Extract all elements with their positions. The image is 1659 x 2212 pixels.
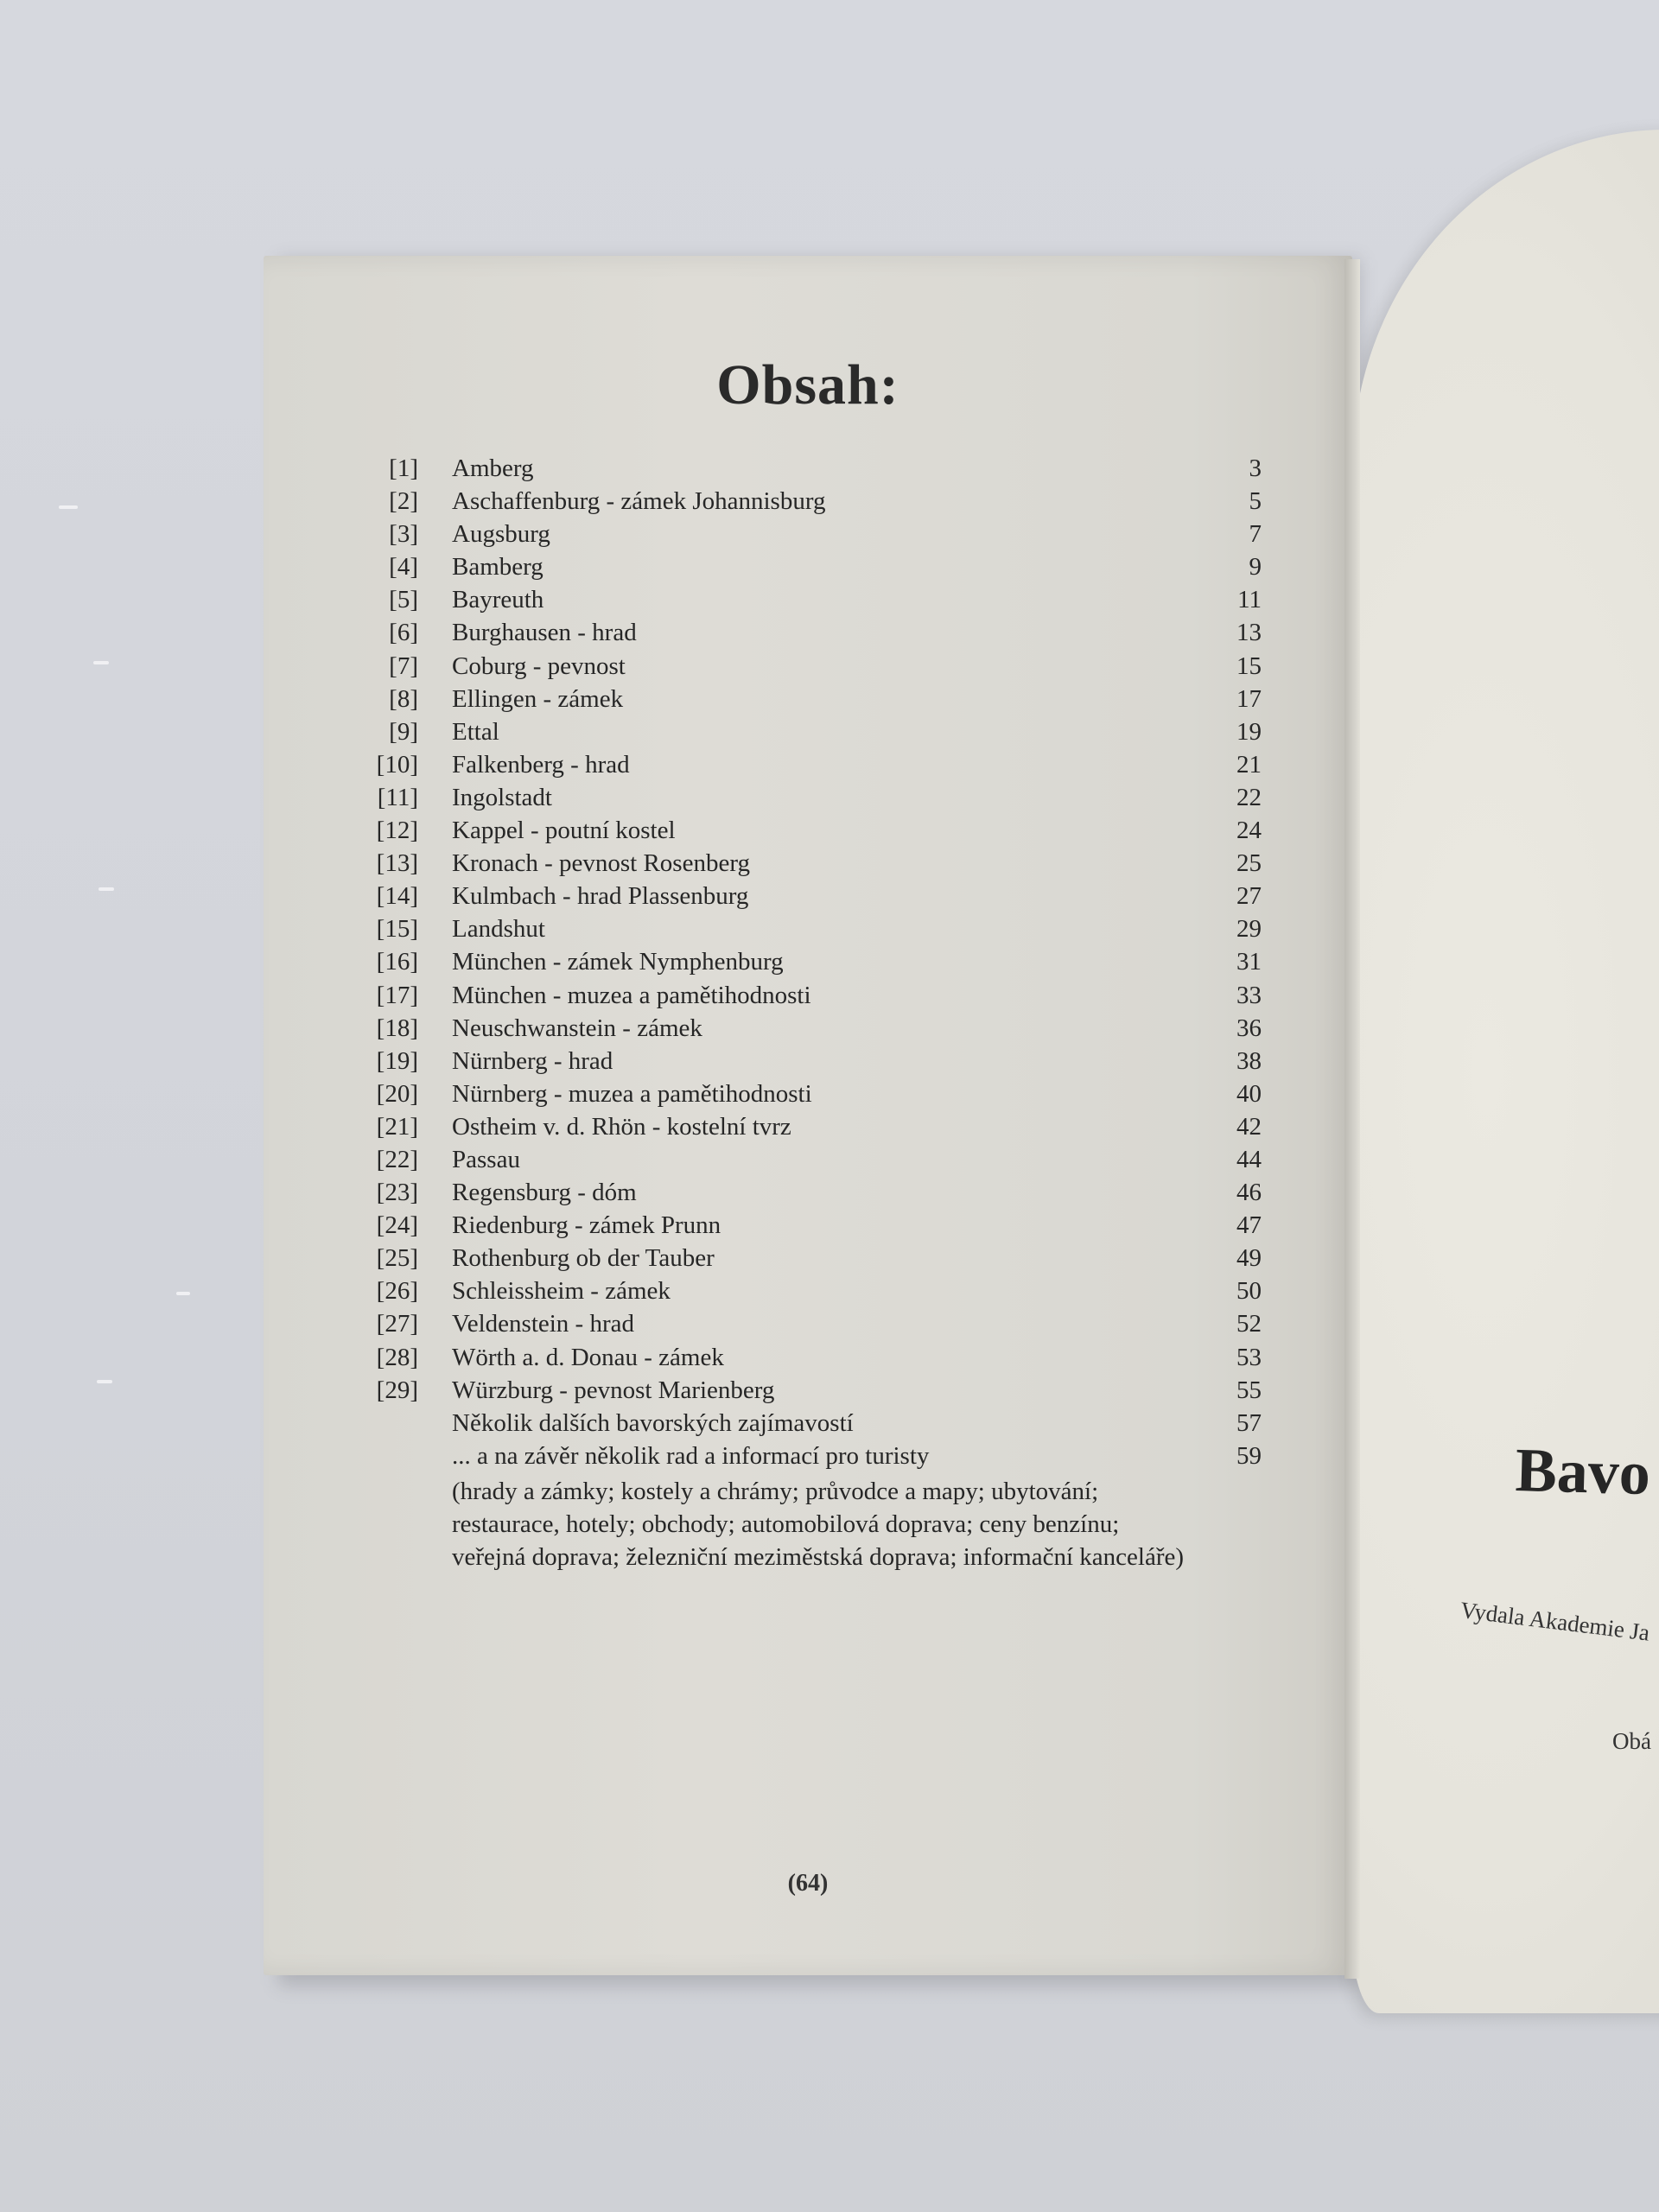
toc-entry-page: 11 [1237, 586, 1262, 614]
toc-entry-number: [11] [377, 783, 418, 811]
toc-entry [363, 485, 1262, 518]
toc-entry-page: 42 [1236, 1112, 1262, 1141]
toc-entry [363, 912, 1262, 945]
toc-extra-title: ... a na závěr několik rad a informací pro turisty [452, 1441, 930, 1470]
page-number: (64) [787, 1870, 829, 1897]
toc-entry [363, 1012, 1262, 1045]
toc-entry-title: Coburg - pevnost [452, 652, 626, 680]
toc-extra-entry [363, 1440, 1262, 1472]
toc-entry-number: [23] [376, 1179, 418, 1207]
toc-entry-page: 49 [1236, 1244, 1262, 1273]
toc-entry-number: [22] [376, 1145, 418, 1173]
toc-entry [363, 814, 1262, 847]
toc-entry-number: [7] [389, 652, 418, 680]
toc-entry-number: [5] [389, 586, 418, 614]
toc-entry [363, 683, 1262, 715]
toc-entry [363, 550, 1262, 583]
toc-entry-title: Schleissheim - zámek [452, 1277, 671, 1306]
toc-entry-page: 31 [1236, 948, 1262, 976]
toc-entry [363, 847, 1262, 880]
toc-entry-number: [8] [389, 684, 418, 713]
toc-entry [363, 650, 1262, 683]
toc-entry-number: [14] [376, 882, 418, 911]
toc-entry [363, 1242, 1262, 1274]
toc-entry-number: [2] [389, 487, 418, 516]
toc-entry-page: 33 [1236, 981, 1262, 1009]
toc-entry [363, 452, 1262, 485]
toc-entry-title: Neuschwanstein - zámek [452, 1014, 702, 1042]
toc-entry-number: [6] [389, 619, 418, 647]
toc-entry-title: Wörth a. d. Donau - zámek [452, 1343, 724, 1371]
toc-entry-number: [16] [376, 948, 418, 976]
toc-entry [363, 1176, 1262, 1209]
right-page-title: Bavo [1514, 1434, 1651, 1509]
toc-entry-number: [13] [376, 849, 418, 878]
toc-entry-number: [3] [389, 520, 418, 549]
toc-entry-number: [9] [389, 717, 418, 746]
toc-entry-title: Nürnberg - muzea a pamětihodnosti [452, 1079, 812, 1108]
book-spine [1344, 259, 1360, 1979]
toc-entry [363, 616, 1262, 649]
toc-entry-page: 9 [1249, 553, 1262, 582]
toc-entry-title: Ostheim v. d. Rhön - kostelní tvrz [452, 1112, 791, 1141]
toc-entry-title: Rothenburg ob der Tauber [452, 1244, 715, 1273]
note-line: (hrady a zámky; kostely a chrámy; průvodce a mapy; ubytování; [452, 1478, 1099, 1505]
toc-entry-number: [18] [376, 1014, 418, 1042]
toc-entry-page: 44 [1236, 1145, 1262, 1173]
toc-entry [363, 1274, 1262, 1307]
note-line: veřejná doprava; železniční meziměstská doprava; informační kanceláře) [452, 1543, 1185, 1571]
note-line: restaurace, hotely; obchody; automobilová doprava; ceny benzínu; [452, 1510, 1120, 1538]
toc-entry-number: [26] [376, 1277, 418, 1306]
toc-entry [363, 979, 1262, 1012]
toc-entry-title: Kulmbach - hrad Plassenburg [452, 882, 749, 911]
toc-extra-page: 59 [1236, 1441, 1262, 1470]
toc-extra-title: Několik dalších bavorských zajímavostí [452, 1408, 854, 1437]
toc-entry-page: 55 [1236, 1376, 1262, 1404]
toc-entry-page: 13 [1236, 619, 1262, 647]
toc-entry-number: [25] [376, 1244, 418, 1273]
toc-entry-page: 47 [1236, 1211, 1262, 1240]
toc-entry-title: Kappel - poutní kostel [452, 817, 676, 845]
toc-entry-title: Augsburg [452, 520, 550, 549]
toc-entry-number: [28] [376, 1343, 418, 1371]
toc-entry-number: [17] [376, 981, 418, 1009]
toc-entry-title: München - zámek Nymphenburg [452, 948, 784, 976]
toc-entry-number: [29] [376, 1376, 418, 1404]
toc-entry-title: Falkenberg - hrad [452, 750, 630, 779]
toc-extra-entry [363, 1407, 1262, 1440]
toc-entry-number: [15] [376, 915, 418, 944]
toc-entry-page: 5 [1249, 487, 1262, 516]
toc-entry [363, 1045, 1262, 1077]
toc-entry-title: Riedenburg - zámek Prunn [452, 1211, 721, 1240]
toc-entry-page: 46 [1236, 1179, 1262, 1207]
toc-entry-number: [10] [376, 750, 418, 779]
toc-entry-number: [4] [389, 553, 418, 582]
toc-entry-page: 38 [1236, 1046, 1262, 1075]
toc-entry-page: 50 [1236, 1277, 1262, 1306]
toc-entry-page: 40 [1236, 1079, 1262, 1108]
toc-extra-page: 57 [1236, 1408, 1262, 1437]
toc-entry-number: [12] [376, 817, 418, 845]
toc-entry [363, 945, 1262, 978]
right-page-text: Obá [1612, 1728, 1651, 1754]
toc-entry [363, 583, 1262, 616]
toc-entry-title: Passau [452, 1145, 520, 1173]
toc-entry-page: 36 [1236, 1014, 1262, 1042]
toc-entry [363, 715, 1262, 748]
toc-entry-title: Ettal [452, 717, 499, 746]
toc-entry-title: Kronach - pevnost Rosenberg [452, 849, 750, 878]
toc-entry [363, 1374, 1262, 1407]
toc-entry [363, 748, 1262, 781]
toc-entry-title: Aschaffenburg - zámek Johannisburg [452, 487, 826, 516]
toc-entry-title: München - muzea a pamětihodnosti [452, 981, 811, 1009]
contents-heading: Obsah: [716, 353, 899, 416]
contents-note [452, 1475, 1264, 1573]
toc-entry [363, 1077, 1262, 1110]
toc-entry-page: 29 [1236, 915, 1262, 944]
toc-entry-title: Burghausen - hrad [452, 619, 637, 647]
toc-entry-title: Veldenstein - hrad [452, 1310, 634, 1338]
toc-entry-number: [21] [376, 1112, 418, 1141]
toc-entry-title: Ellingen - zámek [452, 684, 624, 713]
toc-entry-page: 19 [1236, 717, 1262, 746]
toc-entry [363, 1307, 1262, 1340]
toc-entry-number: [19] [376, 1046, 418, 1075]
toc-entry-page: 22 [1236, 783, 1262, 811]
toc-entry-number: [20] [376, 1079, 418, 1108]
toc-entry-number: [24] [376, 1211, 418, 1240]
table-of-contents [363, 452, 1262, 1472]
toc-entry-title: Ingolstadt [452, 783, 552, 811]
right-page-publisher: Vydala Akademie Ja [1459, 1597, 1651, 1646]
toc-entry-title: Würzburg - pevnost Marienberg [452, 1376, 775, 1404]
toc-entry-page: 24 [1236, 817, 1262, 845]
toc-entry [363, 1110, 1262, 1143]
toc-entry [363, 1341, 1262, 1374]
toc-entry-page: 25 [1236, 849, 1262, 878]
toc-entry-page: 15 [1236, 652, 1262, 680]
toc-entry-page: 3 [1249, 454, 1262, 482]
toc-entry-page: 52 [1236, 1310, 1262, 1338]
toc-entry-number: [1] [389, 454, 418, 482]
toc-entry [363, 1143, 1262, 1176]
toc-entry-page: 27 [1236, 882, 1262, 911]
toc-entry [363, 518, 1262, 550]
toc-entry [363, 1209, 1262, 1242]
toc-entry-page: 7 [1249, 520, 1262, 549]
toc-entry-title: Amberg [452, 454, 534, 482]
toc-entry-title: Landshut [452, 915, 545, 944]
toc-entry-title: Regensburg - dóm [452, 1179, 637, 1207]
toc-entry [363, 781, 1262, 814]
toc-entry-title: Nürnberg - hrad [452, 1046, 613, 1075]
toc-entry-page: 53 [1236, 1343, 1262, 1371]
toc-entry-title: Bayreuth [452, 586, 544, 614]
toc-entry-page: 21 [1236, 750, 1262, 779]
toc-entry [363, 880, 1262, 912]
toc-entry-number: [27] [376, 1310, 418, 1338]
toc-entry-title: Bamberg [452, 553, 543, 582]
toc-entry-page: 17 [1236, 684, 1262, 713]
